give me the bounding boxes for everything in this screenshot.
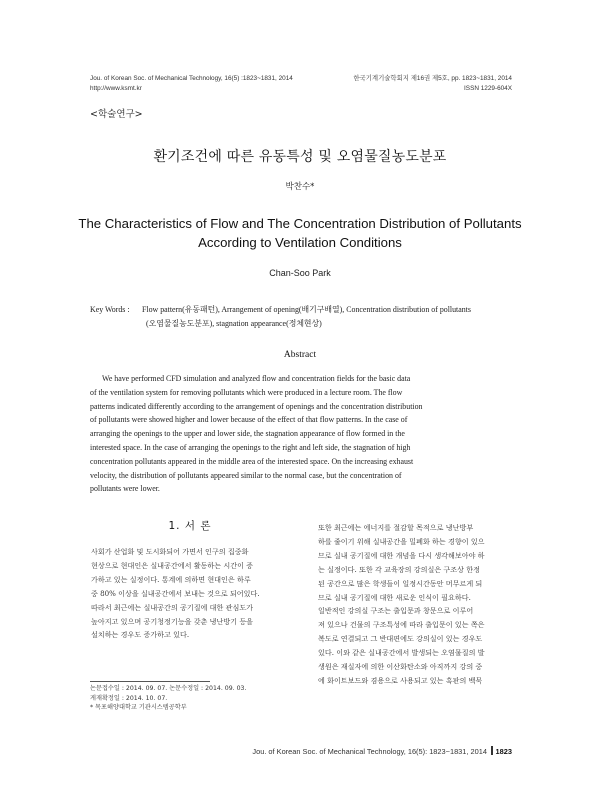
abstract-line: concentration pollutants appeared in the middle area of the interested space. On the increasing exhaust [90, 456, 414, 466]
abstract-line: velocity, the distribution of pollutants appeared similar to the normal case, but the concentration of [90, 470, 402, 480]
keywords-line2: (오염물질농도분포), stagnation appearance(정체현상) [146, 319, 322, 328]
paper-title-korean: 환기조건에 따른 유동특성 및 오염물질농도분포 [153, 149, 447, 165]
abstract-line: of pollutants were showed higher and lower because of the effect of that flow patterns. In the case of [90, 415, 408, 425]
body-line: 현상으로 현대인은 실내공간에서 활동하는 시간이 증 [91, 560, 254, 570]
body-line: 복도로 연결되고 그 반대편에도 강의실이 있는 경우도 [318, 634, 483, 644]
footnote-received: 논문접수일 : 2014. 09. 07. 논문수정일 : 2014. 09. 03. [90, 685, 247, 692]
body-line: 따라서 최근에는 실내공간의 공기질에 대한 관심도가 [91, 602, 254, 612]
abstract-line: pollutants were lower. [90, 484, 160, 494]
paper-title-english-line1: The Characteristics of Flow and The Concentration Distribution of Pollutants [78, 216, 522, 231]
body-column-right [318, 521, 485, 688]
journal-header-right [353, 74, 512, 93]
footnote-accepted: 게재확정일 : 2014. 10. 07. [90, 694, 168, 702]
journal-citation-ko: 한국기계기술학회지 제16권 제5호, pp. 1823~1831, 2014 [353, 75, 512, 82]
body-line: 일반적인 강의실 구조는 출입문과 창문으로 이루어 [318, 606, 474, 616]
body-line: 져 있으나 건물의 구조특성에 따라 출입문이 있는 쪽은 [318, 620, 485, 630]
body-line: 된 공간으로 많은 학생들이 일정시간동안 머무르게 되 [318, 578, 483, 588]
keywords-label: Key Words : [90, 305, 130, 314]
footnotes [90, 684, 246, 713]
author-english: Chan-Soo Park [269, 268, 331, 278]
body-line: 는 실정이다. 또한 각 교육장의 강의실은 구조상 한정 [318, 564, 480, 574]
article-category: <학술연구> [90, 109, 143, 120]
body-line: 생원은 재실자에 의한 이산화탄소와 아직까지 강의 중 [318, 662, 483, 672]
footnote-divider [90, 681, 210, 682]
body-line: 있다. 이와 같은 실내공간에서 발생되는 오염물질의 발 [318, 648, 485, 658]
body-line: 므로 실내 공기질에 대한 개념을 다시 생각해보아야 하 [318, 550, 485, 560]
journal-issn: ISSN 1229-604X [464, 84, 512, 92]
abstract-line: interested space. In the case of arranging the openings to the right and left side, the stagnation of high [90, 442, 411, 452]
body-line: 높아지고 있으며 공기청정기능을 갖춘 냉난방기 등을 [91, 616, 254, 626]
journal-url: http://www.ksmt.kr [90, 84, 142, 92]
journal-citation-en: Jou. of Korean Soc. of Mechanical Technology, 16(5) :1823~1831, 2014 [90, 75, 293, 82]
journal-header-left [90, 74, 293, 93]
body-line: 하를 줄이기 위해 실내공간을 밀폐화 하는 경향이 있으 [318, 536, 485, 546]
body-line: 또한 최근에는 에너지를 절감할 목적으로 냉난방부 [318, 523, 474, 532]
body-column-left [91, 545, 260, 642]
paper-title-english [60, 214, 540, 252]
body-line: 설치하는 경우도 증가하고 있다. [91, 630, 190, 640]
abstract-line: arranging the openings to the upper and lower side, the stagnation appearance of flow formed in the [90, 429, 405, 439]
paper-title-english-line2: According to Ventilation Conditions [198, 235, 402, 250]
body-line: 중 80% 이상을 실내공간에서 보내는 것으로 되어있다. [91, 588, 260, 598]
footnote-affiliation: * 목포해양대학교 기관시스템공학부 [90, 704, 187, 712]
abstract-line: of the ventilation system for removing pollutants which were produced in a lecture room. The flow [90, 387, 403, 397]
abstract-body [90, 372, 512, 496]
abstract-line: We have performed CFD simulation and analyzed flow and concentration fields for the basic data [102, 374, 411, 383]
page-footer [252, 746, 512, 756]
keywords-line1: Flow pattern(유동패턴), Arrangement of opening(배기구배열), Concentration distribution of pollutants [142, 305, 471, 314]
body-line: 사회가 산업화 및 도시화되어 가면서 인구의 집중화 [91, 547, 249, 556]
page-number: 1823 [495, 747, 512, 756]
body-line: 므로 실내 공기질에 대한 새로운 인식이 필요하다. [318, 592, 471, 602]
abstract-line: patterns indicated differently according to the arrangement of openings and the concentration distribution [90, 401, 423, 411]
body-line: 에 화이트보드와 겸용으로 사용되고 있는 흑판의 백묵 [318, 675, 483, 685]
author-korean: 박찬수* [285, 182, 315, 192]
body-line: 가하고 있는 실정이다. 통계에 의하면 현대인은 하루 [91, 574, 251, 584]
abstract-heading: Abstract [283, 350, 317, 360]
footer-citation: Jou. of Korean Soc. of Mechanical Technology, 16(5): 1823~1831, 2014 [252, 747, 487, 756]
footer-divider [491, 746, 493, 755]
section-heading-introduction: 1. 서 론 [168, 520, 212, 532]
